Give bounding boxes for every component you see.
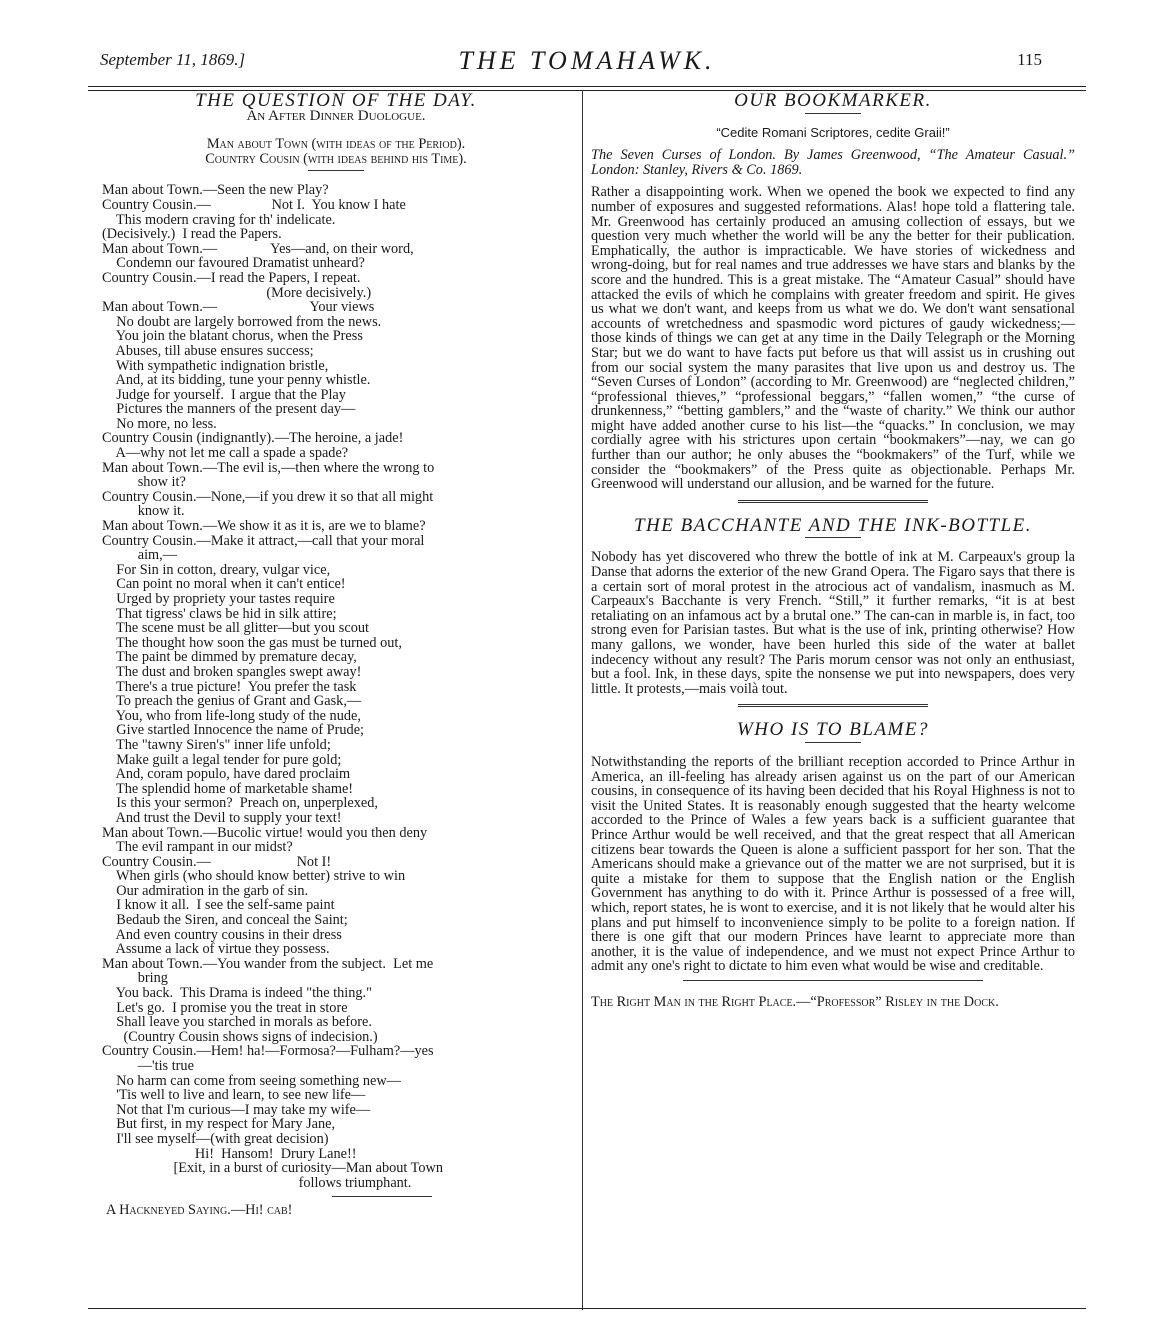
dialogue-line: Not that I'm curious—I may take my wife— bbox=[102, 1101, 371, 1118]
dialogue-line: Condemn our favoured Dramatist unheard? bbox=[102, 255, 365, 272]
dialogue-line: Assume a lack of virtue they possess. bbox=[102, 941, 330, 958]
dialogue-line: No doubt are largely borrowed from the news. bbox=[102, 313, 382, 330]
dialogue-line: No more, no less. bbox=[102, 415, 217, 432]
dialogue-line: (Decisively.) I read the Papers. bbox=[102, 226, 282, 243]
dialogue-line: I'll see myself—(with great decision) bbox=[102, 1130, 329, 1147]
dialogue-line: Give startled Innocence the name of Prude; bbox=[102, 722, 365, 739]
dialogue-line: bring bbox=[102, 970, 168, 987]
right-man-paragraph: The Right Man in the Right Place.—“Professor” Risley in the Dock. bbox=[591, 993, 999, 1010]
dialogue bbox=[102, 183, 570, 1190]
cast-country-cousin: Country Cousin (with ideas behind his Time). bbox=[205, 150, 467, 167]
bookmarker-motto: “Cedite Romani Scriptores, cedite Graii!” bbox=[716, 124, 950, 140]
section-rule bbox=[683, 980, 983, 981]
dialogue-line: Man about Town.—The evil is,—then where the wrong to bbox=[102, 459, 435, 476]
bookmarker-review-text: Rather a disappointing work. When we opened the book we expected to find any number of exposures and suggested reformations. Alas! hope told a flattering tale. Mr. Greenwood has certainly produced an amusing collection of essays, but we question very much whether the world will be any the better for their publication. Emphatically, the author is impracticable. We have stories of wickedness and wrong-doing, but for real names and true addresses we have stars and blanks by the score and the hundred. This is a great mistake. The “Amateur Casual” should have attacked the evils of which he complains with greater freedom and spirit. He gives us what we don't want, and keeps from us what we do. We don't want sensational accounts of wretchedness and spasmodic word pictures of gaudy wickedness;—those kinds of things we can get at any time in the Daily Telegraph or the Morning Star; but we do want to have facts put before us that will assist us in crushing out from our social system the many parasites that live upon us and destroy us. The “Seven Curses of London” (according to Mr. Greenwood) are “neglected children,” “professional thieves,” “professional beggars,” “fallen women,” “the curse of drunkenness,” “betting gamblers,” and the “waste of charity.” We think our author might have added another curse to his list—the “quacks.” In conclusion, we may cordially agree with his strictures upon certain “bookmakers”—nay, we can go further than our author; he only abuses the “bookmakers” of the Turf, while we consider the “bookmakers” of the Press quite as objectionable. Perhaps Mr. Greenwood will understand our allusion, and be warned for the future. bbox=[591, 184, 1075, 493]
section-rule bbox=[308, 170, 364, 171]
dialogue-line: That tigress' claws be hid in silk attire; bbox=[102, 605, 337, 622]
dialogue-line: And, coram populo, have dared proclaim bbox=[102, 766, 351, 783]
dialogue-line: show it? bbox=[102, 474, 186, 491]
dialogue-line: Shall leave you starched in morals as before. bbox=[102, 1014, 372, 1031]
masthead-rule-top bbox=[88, 86, 1086, 87]
dialogue-line: When girls (who should know better) strive to win bbox=[102, 868, 406, 885]
book-reference: The Seven Curses of London. By James Greenwood, “The Amateur Casual.” London: Stanley, Rivers & Co. 1869. bbox=[591, 147, 1075, 178]
dialogue-line: The evil rampant in our midst? bbox=[102, 839, 293, 856]
dialogue-line: But first, in my respect for Mary Jane, bbox=[102, 1116, 336, 1133]
left-column bbox=[102, 90, 570, 1219]
dialogue-line: Abuses, till abuse ensures success; bbox=[102, 342, 314, 359]
dialogue-line: To preach the genius of Grant and Gask,— bbox=[102, 693, 362, 710]
dialogue-line: And, at its bidding, tune your penny whistle. bbox=[102, 372, 371, 389]
dialogue-line: This modern craving for th' indelicate. bbox=[102, 211, 336, 228]
dialogue-line: know it. bbox=[102, 503, 185, 520]
cast-man-about-town: Man about Town (with ideas of the Period). bbox=[206, 136, 466, 153]
dialogue-line: Man about Town.—You wander from the subject. Let me bbox=[102, 955, 434, 972]
dialogue-line: And trust the Devil to supply your text! bbox=[102, 809, 342, 826]
dialogue-line: (More decisively.) bbox=[102, 284, 372, 301]
dialogue-line: Is this your sermon? Preach on, unperplexed, bbox=[102, 795, 378, 812]
dialogue-line: The splendid home of marketable shame! bbox=[102, 780, 354, 797]
dialogue-line: (Country Cousin shows signs of indecision.) bbox=[102, 1028, 378, 1045]
dialogue-line: I know it all. I see the self-same paint bbox=[102, 897, 335, 914]
masthead bbox=[88, 40, 1086, 90]
publication-title: THE TOMAHAWK. bbox=[458, 46, 716, 75]
section-rule bbox=[332, 1196, 432, 1197]
issue-date: September 11, 1869.] bbox=[100, 50, 246, 69]
dialogue-line: The dust and broken spangles swept away! bbox=[102, 663, 362, 680]
dialogue-line: [Exit, in a burst of curiosity—Man about Town bbox=[102, 1160, 444, 1177]
dialogue-line: Our admiration in the garb of sin. bbox=[102, 882, 309, 899]
newspaper-page bbox=[88, 40, 1086, 1302]
dialogue-line: Country Cousin.—Make it attract,—call that your moral bbox=[102, 532, 425, 549]
dialogue-line: For Sin in cotton, dreary, vulgar vice, bbox=[102, 561, 331, 578]
dialogue-line: Pictures the manners of the present day— bbox=[102, 401, 356, 418]
dialogue-line: Judge for yourself. I argue that the Play bbox=[102, 386, 346, 403]
dialogue-line: Country Cousin.—None,—if you drew it so that all might bbox=[102, 488, 434, 505]
dialogue-line: Make guilt a legal tender for pure gold; bbox=[102, 751, 342, 768]
page-number: 115 bbox=[1017, 50, 1042, 69]
dialogue-line: You, who from life-long study of the nude, bbox=[102, 707, 361, 724]
dialogue-line: Country Cousin.—Hem! ha!—Formosa?—Fulham?—yes bbox=[102, 1043, 434, 1060]
bacchante-text: Nobody has yet discovered who threw the bottle of ink at M. Carpeaux's group la Danse that adorns the exterior of the new Grand Opera. The Figaro says that there is a certain sort of moral protest in the atrocious act of vandalism, inasmuch as M. Carpeaux's Bacchante is very French. “Still,” it further remarks, “it is at best retaliating on an infamous act by a brutal one.” The can-can in marble is, in fact, too strong even for Parisian tastes. But what is the use of ink, printing otherwise? How many gallons, we wonder, have been hurled this side of the water at ballet indecency without any result? The Paris morum censor was not only an enthusiast, but a fool. Ink, in these days, spite the nonsense we put into newspapers, does very little. It protests,—mais voilà tout. bbox=[591, 549, 1075, 697]
dialogue-line: Man about Town.—Bucolic virtue! would you then deny bbox=[102, 824, 428, 841]
dialogue-line: Man about Town.— Yes—and, on their word, bbox=[102, 240, 414, 257]
question-subtitle: An After Dinner Duologue. bbox=[246, 107, 426, 124]
dialogue-line: Man about Town.—We show it as it is, are we to blame? bbox=[102, 518, 426, 535]
column-divider bbox=[582, 90, 583, 1310]
blame-title: WHO IS TO BLAME? bbox=[736, 719, 929, 741]
section-rule-double bbox=[738, 500, 928, 503]
section-rule bbox=[805, 113, 861, 114]
dialogue-line: You back. This Drama is indeed "the thing." bbox=[102, 985, 372, 1002]
dialogue-line: Country Cousin.—I read the Papers, I repeat. bbox=[102, 269, 361, 286]
blame-text: Notwithstanding the reports of the brilliant reception accorded to Prince Arthur in America, an ill-feeling has already arisen against us on the part of our American cousins, in consequence of its having been decided that his Royal Highness is not to visit the United States. It is reasonably enough suggested that the hearty welcome accorded to the Prince of Wales a few years back is a sufficient guarantee that Prince Arthur would be well received, and that the great respect that all American citizens bear towards the Queen is alone a sufficient passport for her son. That the Americans should make a grievance out of the matter we are not surprised, but it is quite a mistake for them to suppose that the English nation or the English Government has anything to do with it. Prince Arthur is possessed of a free will, which, report states, he is wont to exercise, and it is not likely that he would alter his plans and put himself to inconvenience simply to be polite to a foreign nation. If there is one gift that our modern Princes have learnt to appreciate more than another, it is the value of independence, and we must not expect Prince Arthur to admit any one's right to dictate to him even what would be wise and creditable. bbox=[591, 753, 1075, 975]
dialogue-line: Country Cousin.— Not I! bbox=[102, 853, 332, 870]
dialogue-line: Bedaub the Siren, and conceal the Saint; bbox=[102, 912, 348, 929]
dialogue-line: follows triumphant. bbox=[102, 1174, 412, 1191]
section-rule-double bbox=[738, 704, 928, 707]
dialogue-line: The "tawny Siren's" inner life unfold; bbox=[102, 736, 331, 753]
dialogue-line: Country Cousin.— Not I. You know I hate bbox=[102, 196, 406, 213]
section-rule bbox=[805, 742, 861, 743]
dialogue-line: You join the blatant chorus, when the Press bbox=[102, 328, 363, 345]
dialogue-line: Urged by propriety your tastes require bbox=[102, 591, 335, 607]
bacchante-title: THE BACCHANTE AND THE INK-BOTTLE. bbox=[633, 514, 1033, 536]
dialogue-line: No harm can come from seeing something new— bbox=[102, 1072, 401, 1089]
dialogue-line: aim,— bbox=[102, 547, 178, 564]
question-title: THE QUESTION OF THE DAY. bbox=[195, 90, 477, 111]
bookmarker-title: OUR BOOKMARKER. bbox=[734, 90, 932, 111]
dialogue-line: Country Cousin (indignantly).—The heroine, a jade! bbox=[102, 430, 404, 447]
dialogue-line: And even country cousins in their dress bbox=[102, 926, 342, 943]
dialogue-line: The scene must be all glitter—but you scout bbox=[102, 620, 369, 637]
dialogue-line: 'Tis well to live and learn, to see new life— bbox=[102, 1087, 366, 1104]
dialogue-line: A—why not let me call a spade a spade? bbox=[102, 445, 349, 462]
dialogue-line: Man about Town.—Seen the new Play? bbox=[102, 182, 329, 199]
dialogue-line: The paint be dimmed by premature decay, bbox=[102, 649, 357, 666]
dialogue-line: With sympathetic indignation bristle, bbox=[102, 357, 329, 374]
dialogue-line: —'tis true bbox=[102, 1058, 194, 1074]
dialogue-line: The thought how soon the gas must be turned out, bbox=[102, 634, 402, 651]
hackneyed-saying: A Hackneyed Saying.—Hi! cab! bbox=[106, 1202, 293, 1219]
dialogue-line: Man about Town.— Your views bbox=[102, 299, 375, 316]
dialogue-line: Can point no moral when it can't entice! bbox=[102, 576, 346, 593]
dialogue-line: Let's go. I promise you the treat in store bbox=[102, 999, 348, 1016]
section-rule bbox=[805, 537, 861, 538]
dialogue-line: There's a true picture! You prefer the task bbox=[102, 678, 357, 695]
right-column bbox=[591, 90, 1075, 1010]
page-bottom-rule bbox=[88, 1308, 1086, 1309]
dialogue-line: Hi! Hansom! Drury Lane!! bbox=[102, 1145, 357, 1162]
